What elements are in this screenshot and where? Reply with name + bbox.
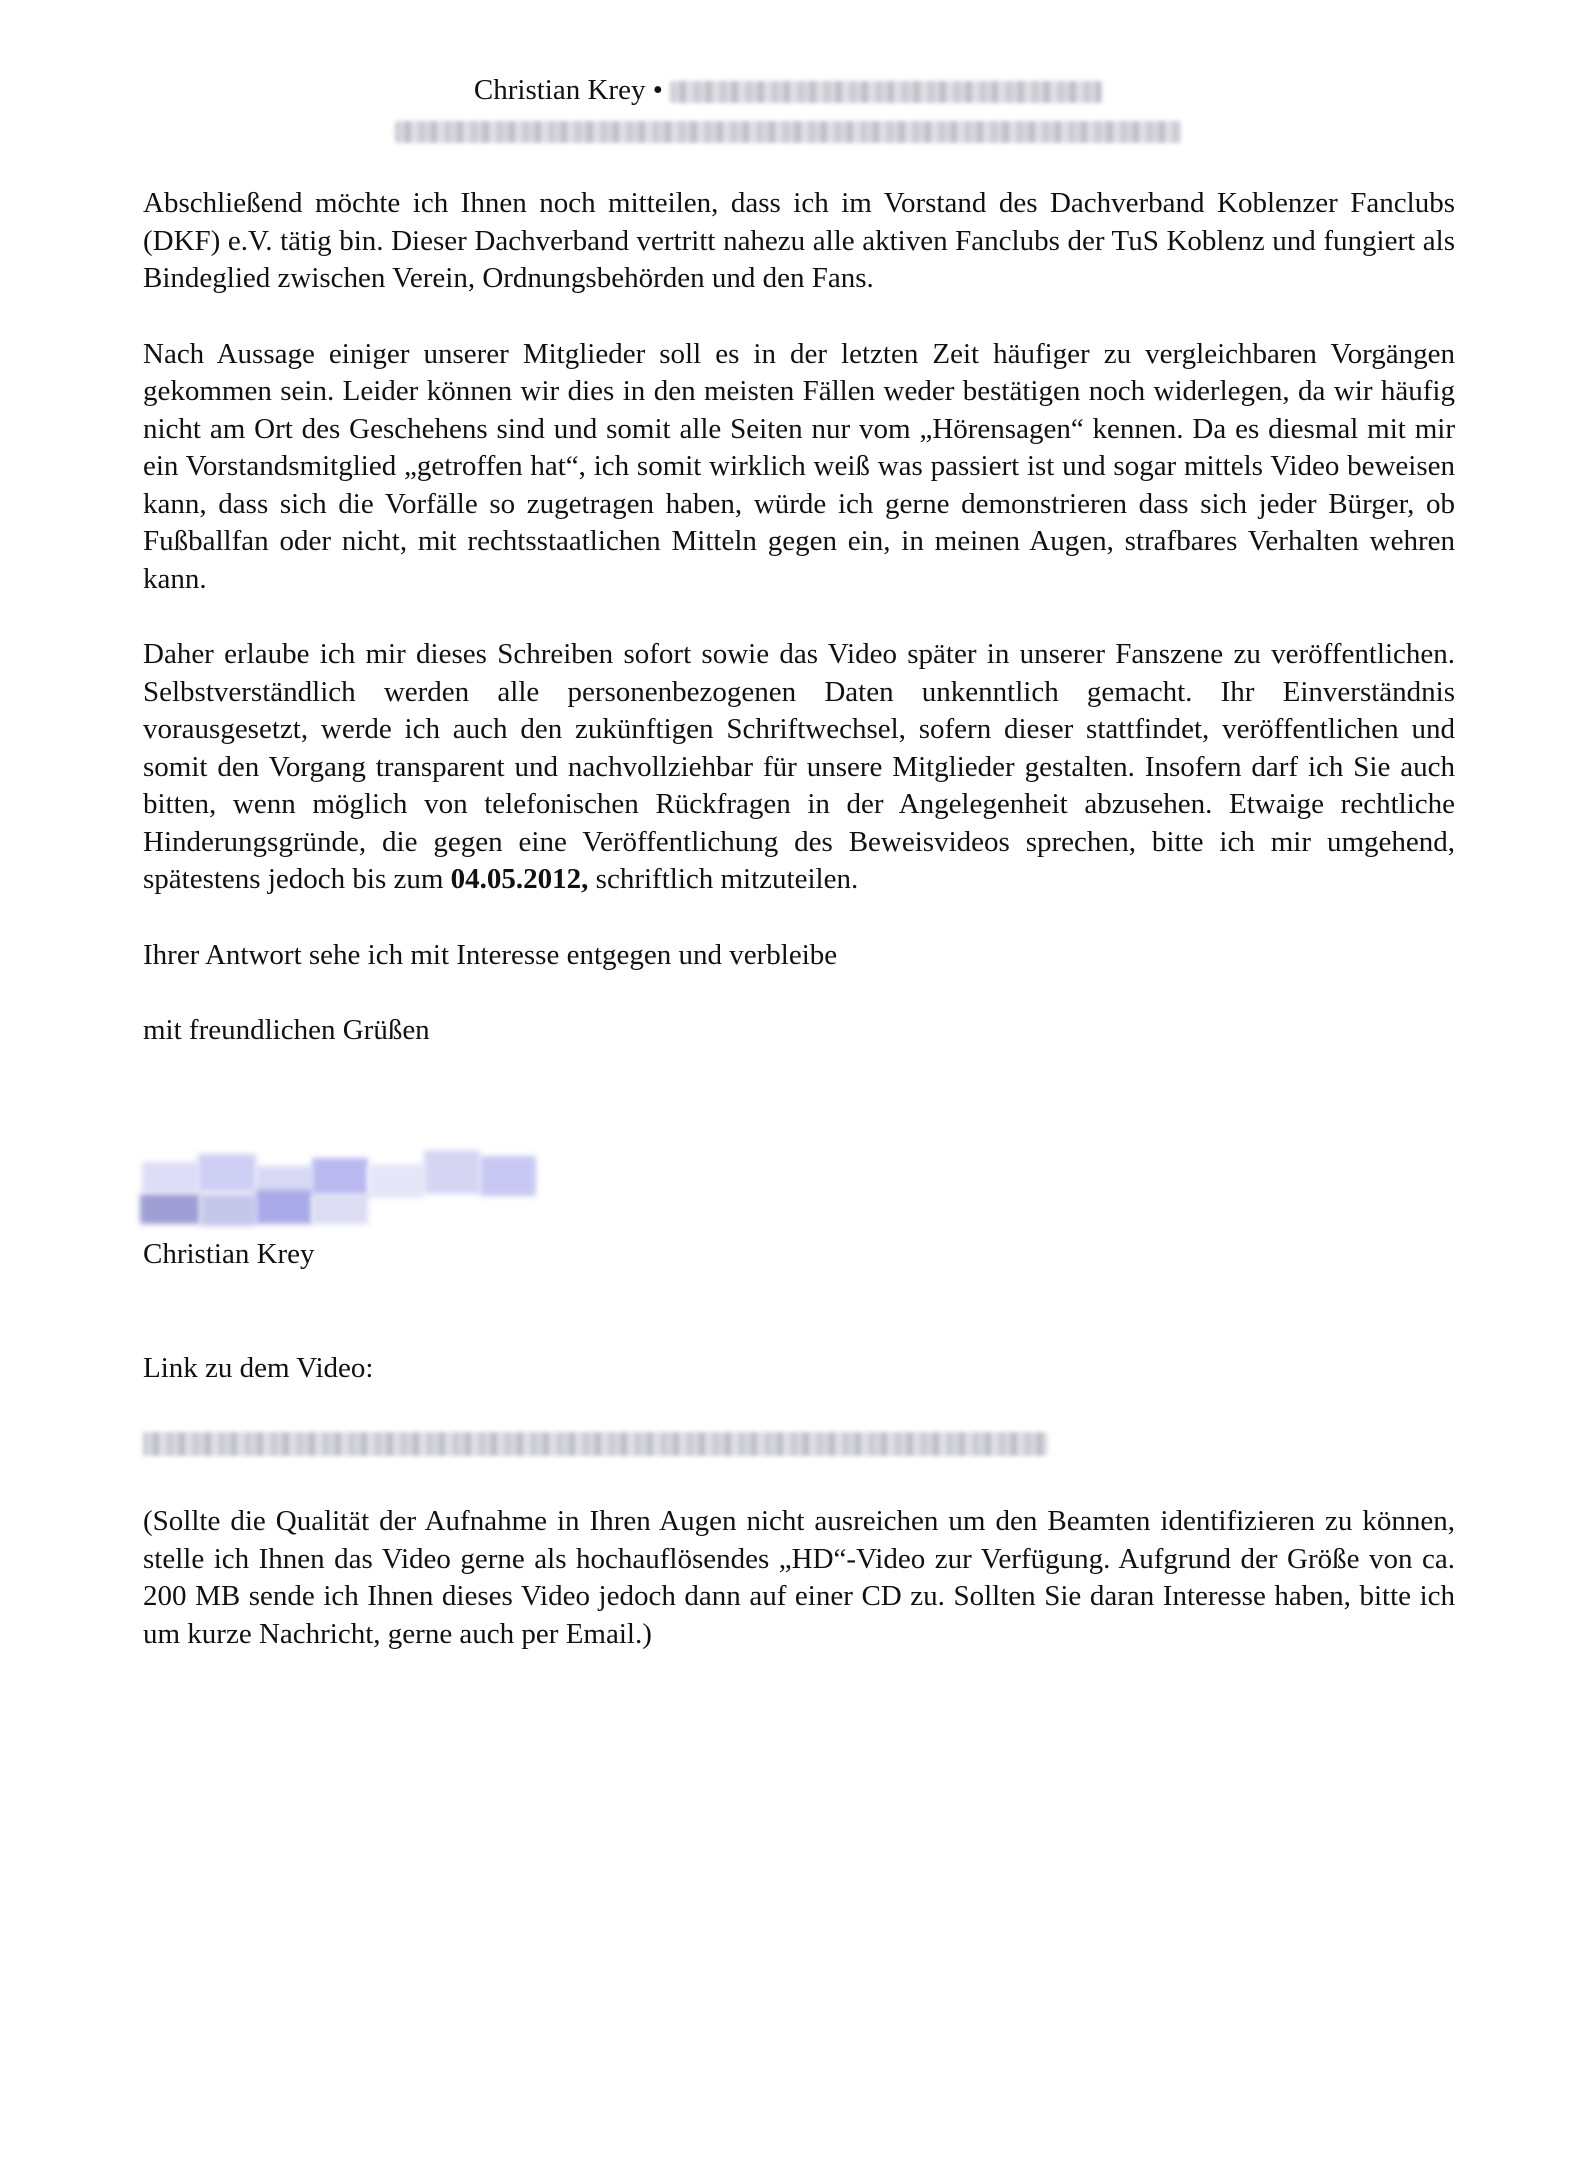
signature-blur-cell — [256, 1190, 312, 1224]
salutation: mit freundlichen Grüßen — [143, 1014, 430, 1046]
signature-blur-cell — [368, 1164, 424, 1198]
signature-blur-cell — [424, 1150, 480, 1194]
letterhead-line-1 — [0, 70, 1576, 110]
hd-video-note: (Sollte die Qualität der Aufnahme in Ihren Augen nicht ausreichen um den Beamten identifizieren zu können, stelle ich Ihnen das Video gerne als hochauflösendes „HD“-Video zur Verfügung. Aufgrund der Größe von ca. 200 MB sende ich Ihnen dieses Video jedoch dann auf einer CD zu. Sollten Sie daran Interesse haben, bitte ich um kurze Nachricht, gerne auch per Email.) — [143, 1505, 1455, 1650]
deadline-date: 04.05.2012, — [450, 863, 589, 895]
paragraph-incidents: Nach Aussage einiger unserer Mitglieder soll es in der letzten Zeit häufiger zu vergleichbaren Vorgängen gekommen sein. Leider können wir dies in den meisten Fällen weder bestätigen noch widerlegen, da wir häufig nicht am Ort des Geschehens sind und somit alle Seiten nur vom „Hörensagen“ kennen. Da es diesmal mit mir ein Vorstandsmitglied „getroffen hat“, ich somit wirklich weiß was passiert ist und sogar mittels Video beweisen kann, dass sich die Vorfälle so zugetragen haben, würde ich gerne demonstrieren dass sich jeder Bürger, ob Fußballfan oder nicht, mit rechtsstaatlichen Mitteln gegen ein, in meinen Augen, strafbares Verhalten wehren kann. — [143, 337, 1455, 595]
letterhead — [0, 70, 1576, 150]
redacted-url — [143, 1432, 1048, 1456]
closing-line: Ihrer Antwort sehe ich mit Interesse entgegen und verbleibe — [143, 938, 838, 971]
letter-body — [143, 185, 1455, 1088]
signature-blur-cell — [142, 1162, 198, 1192]
video-link-label: Link zu dem Video: — [143, 1352, 374, 1384]
publication-text-end: schriftlich mitzuteilen. — [588, 863, 859, 895]
redacted-signature — [128, 1144, 568, 1240]
redacted-address — [670, 81, 1102, 103]
signature-blur-cell — [200, 1194, 256, 1226]
publication-text: Daher erlaube ich mir dieses Schreiben sofort sowie das Video später in unserer Fanszene zu veröffentlichen. Selbstverständlich werden alle personenbezogenen Daten unkenntlich gemacht. Ihr Einverständnis vorausgesetzt, werde ich auch den zukünftigen Schriftwechsel, sofern dieser stattfindet, veröffentlichen und somit den Vorgang transparent und nachvollziehbar für unsere Mitglieder gestalten. Insofern darf ich Sie auch bitten, wenn möglich von telefonischen Rückfragen in der Angelegenheit abzusehen. Etwaige rechtliche Hinderungsgründe, die gegen eine Veröffentlichung des Beweisvideos sprechen, bitte ich mir umgehend, spätestens jedoch bis zum — [143, 638, 1455, 895]
signature-blur-cell — [198, 1154, 256, 1192]
paragraph-dkf-membership: Abschließend möchte ich Ihnen noch mitteilen, dass ich im Vorstand des Dachverband Koblenzer Fanclubs (DKF) e.V. tätig bin. Dieser Dachverband vertritt nahezu alle aktiven Fanclubs der TuS Koblenz und fungiert als Bindeglied zwischen Verein, Ordnungsbehörden und den Fans. — [143, 187, 1455, 294]
signature-name: Christian Krey — [143, 1238, 315, 1270]
paragraph-publication — [143, 636, 1455, 899]
signature-blur-cell — [480, 1156, 536, 1196]
signature-blur-cell — [312, 1194, 368, 1224]
letterhead-line-2 — [0, 110, 1576, 150]
signature-blur-cell — [140, 1194, 200, 1224]
redacted-contact-details — [395, 121, 1181, 143]
redacted-video-link — [143, 1432, 1048, 1458]
sender-name: Christian Krey • — [473, 74, 663, 106]
signature-blur-cell — [312, 1158, 368, 1196]
